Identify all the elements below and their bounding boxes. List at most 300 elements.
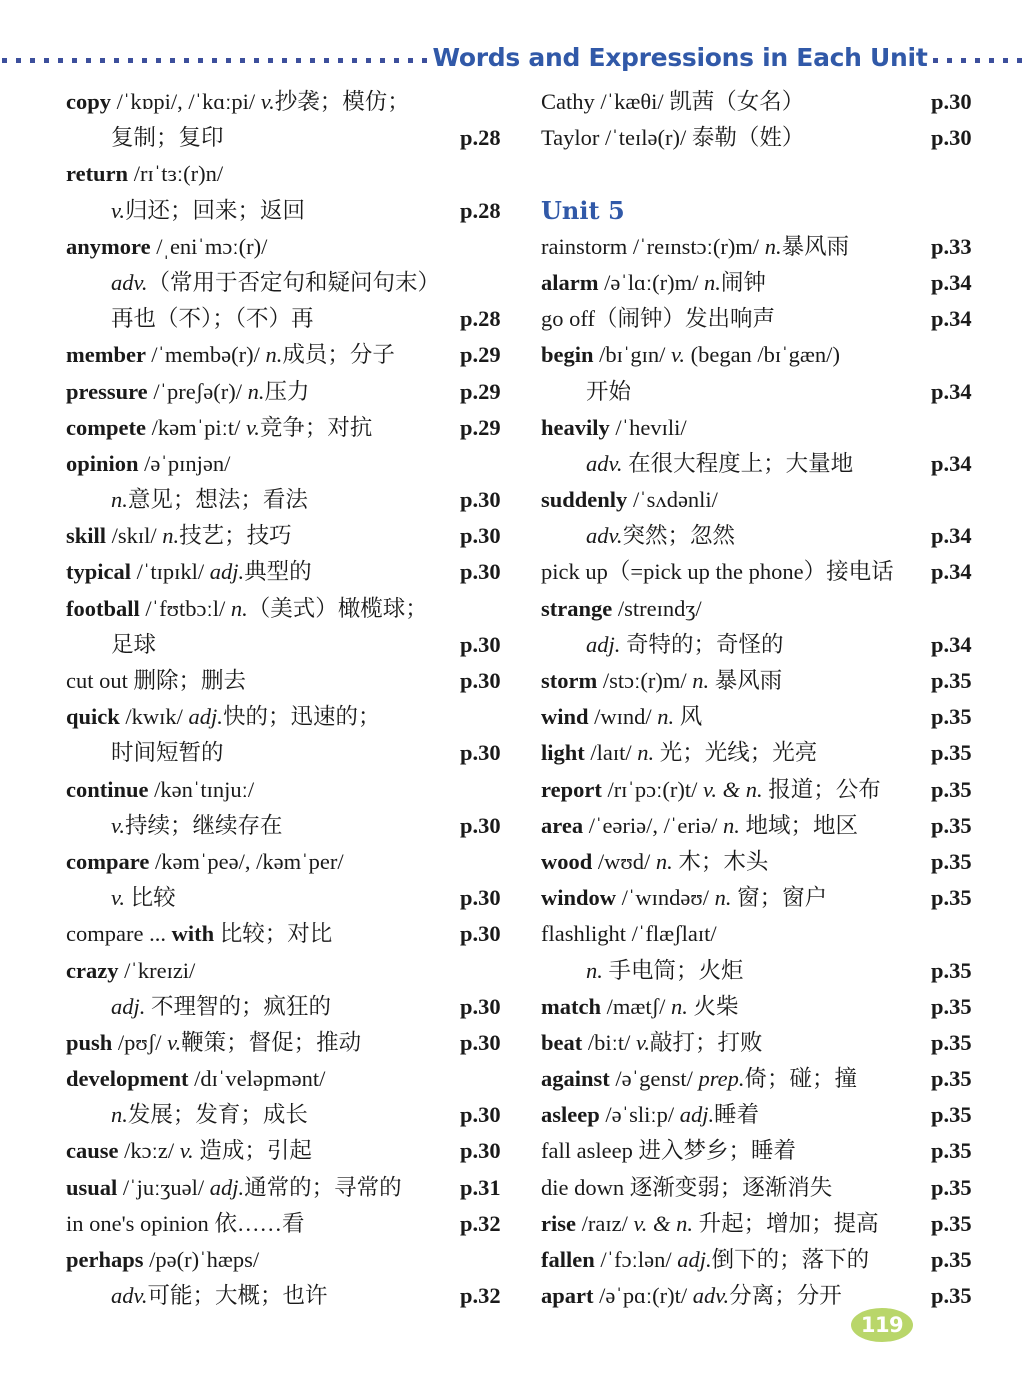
vocabulary-entry-line xyxy=(541,1133,993,1169)
entry-part-of-speech: adv. xyxy=(692,1283,730,1309)
entry-page-reference: p.35 xyxy=(931,812,972,838)
entry-phonetic: /ˈmembə(r)/ xyxy=(151,342,266,368)
entry-part-of-speech: adv. xyxy=(111,269,148,295)
entry-page-reference: p.30 xyxy=(460,1029,501,1055)
entry-headword: push xyxy=(66,1029,118,1055)
vocabulary-entry-line xyxy=(541,374,993,410)
entry-part-of-speech: n. xyxy=(111,487,128,513)
vocabulary-entry-line xyxy=(66,156,518,192)
vocabulary-entry-line xyxy=(66,772,518,808)
entry-headword: go off xyxy=(541,306,595,332)
entry-part-of-speech: v. & n. xyxy=(633,1210,694,1236)
entry-page-reference: p.30 xyxy=(460,1102,501,1128)
entry-page-reference: p.35 xyxy=(931,993,972,1019)
entry-definition: 技艺；技巧 xyxy=(179,523,292,549)
vocabulary-entry-line xyxy=(541,1025,993,1061)
vocabulary-entry-line xyxy=(541,808,993,844)
entry-definition: 不理智的；疯狂的 xyxy=(145,993,332,1019)
entry-phonetic: /əˈpɪnjən/ xyxy=(144,450,231,476)
entry-part-of-speech: adj. xyxy=(209,559,245,585)
entry-headword: wood xyxy=(541,848,598,874)
entry-page-reference: p.30 xyxy=(931,89,972,114)
header-dot xyxy=(338,58,343,63)
entry-definition: 可能；大概；也许 xyxy=(147,1283,328,1309)
header-dots-left xyxy=(0,40,427,74)
entry-headword: usual xyxy=(66,1174,123,1200)
page-header xyxy=(0,40,1024,74)
entry-headword: light xyxy=(541,740,591,766)
entry-part-of-speech: n. xyxy=(265,342,283,368)
page-title: Words and Expressions in Each Unit xyxy=(432,42,928,72)
header-dot xyxy=(282,58,287,63)
header-dot xyxy=(226,58,231,63)
entry-definition: 快的；迅速的； xyxy=(222,704,381,730)
entry-page-reference: p.28 xyxy=(460,197,501,223)
vocabulary-entry-line xyxy=(66,301,518,337)
entry-part-of-speech: prep. xyxy=(698,1066,745,1092)
vocabulary-entry-line xyxy=(66,1061,518,1097)
entry-definition: 奇特的；奇怪的 xyxy=(620,631,784,657)
entry-definition: 风 xyxy=(674,704,703,730)
entry-definition: 依……看 xyxy=(214,1210,305,1236)
entry-headword: strange xyxy=(541,595,618,621)
header-dot xyxy=(86,58,91,63)
vocabulary-entry-line xyxy=(541,301,993,337)
vocabulary-entry-line xyxy=(66,663,518,699)
entry-page-reference: p.35 xyxy=(931,1029,972,1055)
vocabulary-entry-line xyxy=(66,482,518,518)
vocabulary-entry-line xyxy=(66,193,518,229)
header-dot xyxy=(933,58,938,63)
header-dot xyxy=(72,58,77,63)
entry-phonetic: /ˈfɔːlən/ xyxy=(600,1247,678,1272)
entry-definition: 木；木头 xyxy=(672,848,769,874)
vocabulary-entry-line xyxy=(541,446,993,482)
entry-headword: suddenly xyxy=(541,487,633,513)
entry-page-reference: p.30 xyxy=(460,812,501,838)
entry-definition: 地域；地区 xyxy=(739,812,859,838)
header-dot xyxy=(947,58,952,63)
entry-page-reference: p.35 xyxy=(931,1102,972,1128)
entry-definition: 足球 xyxy=(111,631,157,657)
entry-headword: perhaps xyxy=(66,1247,150,1272)
entry-phonetic: /kɔːz/ xyxy=(124,1138,180,1164)
entry-phonetic: /ˈhevɪli/ xyxy=(615,414,687,440)
entry-headword: flashlight xyxy=(541,921,632,947)
entry-headword: cut out xyxy=(66,668,134,693)
entry-phonetic: /dɪˈveləpmənt/ xyxy=(194,1066,326,1092)
header-dot xyxy=(156,58,161,63)
entry-headword: football xyxy=(66,595,146,621)
entry-page-reference: p.34 xyxy=(931,269,972,295)
entry-definition: 泰勒（姓） xyxy=(691,125,805,151)
entry-definition: 逐渐变弱；逐渐消失 xyxy=(629,1174,833,1200)
entry-phonetic: /raɪz/ xyxy=(581,1210,634,1236)
entry-page-reference: p.32 xyxy=(460,1210,501,1236)
entry-headword: member xyxy=(66,342,152,368)
vocabulary-entry-line xyxy=(66,591,518,627)
header-dot xyxy=(16,58,21,63)
vocabulary-entry-line xyxy=(541,1278,993,1314)
entry-part-of-speech: adj. xyxy=(679,1102,715,1128)
entry-part-of-speech: v. xyxy=(245,414,260,440)
entry-page-reference: p.35 xyxy=(931,1138,972,1164)
entry-part-of-speech: adj. xyxy=(111,993,146,1019)
entry-headword: report xyxy=(541,776,608,802)
header-dot xyxy=(184,58,189,63)
entry-part-of-speech: v. xyxy=(167,1029,182,1055)
entry-headword: opinion xyxy=(66,450,145,476)
entry-definition: 报道；公布 xyxy=(762,776,881,802)
column-spacer xyxy=(541,156,993,192)
entry-phonetic: /stɔː(r)m/ xyxy=(602,668,693,693)
header-dot xyxy=(114,58,119,63)
entry-page-reference: p.28 xyxy=(460,125,501,151)
header-dot xyxy=(58,58,63,63)
entry-definition: 成员；分子 xyxy=(282,342,395,368)
entry-definition: 敲打；打败 xyxy=(649,1029,763,1055)
entry-part-of-speech: n. xyxy=(230,595,248,621)
entry-phonetic: /ˈwɪndəʊ/ xyxy=(621,885,715,911)
entry-headword: quick xyxy=(66,704,126,730)
entry-page-reference: p.30 xyxy=(460,921,501,947)
entry-page-reference: p.30 xyxy=(460,740,501,766)
header-dot xyxy=(128,58,133,63)
entry-part-of-speech: n. xyxy=(671,993,688,1019)
header-dot xyxy=(975,58,980,63)
entry-part-of-speech: n. xyxy=(586,957,603,983)
header-dot xyxy=(408,58,413,63)
vocabulary-entry-line xyxy=(66,880,518,916)
header-dot xyxy=(1017,58,1022,63)
vocabulary-entry-line xyxy=(541,1170,993,1206)
vocabulary-entry-line xyxy=(541,337,993,373)
entry-definition: 开始 xyxy=(586,378,632,404)
entry-part-of-speech: v. xyxy=(111,812,125,838)
entry-phonetic: /pə(r)ˈhæps/ xyxy=(149,1247,260,1272)
entry-definition: 竞争；对抗 xyxy=(259,414,373,440)
entry-page-reference: p.29 xyxy=(460,378,501,404)
vocabulary-entry-line xyxy=(541,880,993,916)
header-dot xyxy=(240,58,245,63)
entry-definition: 删除；删去 xyxy=(133,668,247,693)
entry-headword: beat xyxy=(541,1029,588,1055)
entry-headword: rainstorm xyxy=(541,233,633,259)
entry-headword: compete xyxy=(66,414,152,440)
vocabulary-entry-line xyxy=(66,337,518,373)
entry-headword: die down xyxy=(541,1174,630,1200)
entry-definition: 压力 xyxy=(264,378,310,404)
entry-part-of-speech: adv. xyxy=(586,523,623,549)
entry-definition: 再也（不）；（不）再 xyxy=(111,306,314,332)
entry-definition: 比较；对比 xyxy=(219,921,333,947)
entry-phonetic: /ˈreɪnstɔː(r)m/ xyxy=(632,233,765,259)
vocabulary-entry-line xyxy=(66,265,518,301)
entry-part-of-speech: n. xyxy=(111,1102,128,1128)
entry-page-reference: p.35 xyxy=(931,1066,972,1092)
entry-phonetic: /ˌeniˈmɔː(r)/ xyxy=(156,233,268,259)
header-dot xyxy=(989,58,994,63)
vocabulary-entry-line xyxy=(541,1097,993,1133)
vocabulary-entry-line xyxy=(66,1170,518,1206)
entry-headword: compare ... xyxy=(66,921,172,947)
entry-definition: 造成；引起 xyxy=(193,1138,312,1164)
entry-page-reference: p.34 xyxy=(931,631,972,657)
entry-phonetic: /rɪˈpɔː(r)t/ xyxy=(607,776,704,802)
vocabulary-entry-line xyxy=(66,627,518,663)
header-dot xyxy=(380,58,385,63)
entry-part-of-speech: n. xyxy=(655,848,673,874)
entry-phonetic: /əˈgenst/ xyxy=(615,1066,699,1092)
entry-phonetic: /streɪndʒ/ xyxy=(617,595,702,621)
header-dot xyxy=(100,58,105,63)
entry-definition: （常用于否定句和疑问句末） xyxy=(147,269,440,295)
vocabulary-entry-line xyxy=(541,518,993,554)
header-dot xyxy=(310,58,315,63)
entry-phonetic: /laɪt/ xyxy=(590,740,638,766)
vocabulary-entry-line xyxy=(66,1097,518,1133)
entry-phonetic: /əˈpɑː(r)t/ xyxy=(599,1283,693,1309)
entry-definition: （美式）橄榄球； xyxy=(247,595,428,621)
entry-page-reference: p.34 xyxy=(931,306,972,332)
vocabulary-entry-line xyxy=(66,953,518,989)
header-dot xyxy=(961,58,966,63)
entry-part-of-speech: n. xyxy=(723,812,740,838)
vocabulary-entry-line xyxy=(66,84,518,120)
entry-page-reference: p.30 xyxy=(460,1138,501,1164)
vocabulary-entry-line xyxy=(66,699,518,735)
vocabulary-entry-line xyxy=(541,120,993,156)
vocabulary-entry-line xyxy=(541,482,993,518)
entry-headword: wind xyxy=(541,704,595,730)
entry-phonetic: /mætʃ/ xyxy=(606,993,672,1019)
header-dot xyxy=(366,58,371,63)
entry-page-reference: p.35 xyxy=(931,957,972,983)
entry-definition: 暴风雨 xyxy=(781,233,850,259)
entry-part-of-speech: adj. xyxy=(209,1174,245,1200)
entry-part-of-speech: n. xyxy=(714,885,732,911)
vocabulary-entry-line xyxy=(66,1242,518,1278)
unit-heading: Unit 5 xyxy=(541,195,625,225)
entry-definition: 突然；忽然 xyxy=(622,523,735,549)
entry-headword: copy xyxy=(66,89,117,114)
entry-page-reference: p.35 xyxy=(931,885,972,911)
entry-part-of-speech: v. xyxy=(260,89,275,114)
entry-page-reference: p.35 xyxy=(931,848,972,874)
entry-page-reference: p.34 xyxy=(931,378,972,404)
vocabulary-entry-line xyxy=(66,989,518,1025)
entry-part-of-speech: n. xyxy=(162,523,180,549)
vocabulary-entry-line xyxy=(66,518,518,554)
entry-headword: compare xyxy=(66,848,155,874)
entry-part-of-speech: adv. xyxy=(586,450,623,476)
vocabulary-entry-line xyxy=(541,699,993,735)
vocabulary-entry-line xyxy=(541,410,993,446)
entry-phonetic: /ˈkreɪzi/ xyxy=(124,957,196,983)
entry-headword: development xyxy=(66,1066,195,1092)
entry-part-of-speech: v. xyxy=(671,342,685,368)
entry-phonetic: /ˈkɒpi/, /ˈkɑːpi/ xyxy=(116,89,261,114)
entry-page-reference: p.30 xyxy=(931,125,972,151)
entry-phonetic: /pʊʃ/ xyxy=(117,1029,168,1055)
entry-part-of-speech: v. xyxy=(111,197,125,223)
entry-phonetic: /kəmˈpiːt/ xyxy=(151,414,246,440)
vocabulary-entry-line xyxy=(66,446,518,482)
entry-headword: in one's opinion xyxy=(66,1210,215,1236)
entry-headword: Cathy xyxy=(541,89,601,114)
vocabulary-entry-line xyxy=(66,916,518,952)
entry-page-reference: p.32 xyxy=(460,1283,501,1309)
entry-phonetic: /kənˈtɪnjuː/ xyxy=(154,776,255,802)
entry-page-reference: p.30 xyxy=(460,523,501,549)
entry-page-reference: p.29 xyxy=(460,414,501,440)
entry-definition: 持续；继续存在 xyxy=(124,812,283,838)
entry-phonetic: /kwɪk/ xyxy=(125,704,189,730)
page-number-badge xyxy=(851,1308,913,1342)
entry-part-of-speech: n. xyxy=(637,740,655,766)
vocabulary-entry-line xyxy=(541,84,993,120)
vocabulary-entry-line xyxy=(66,410,518,446)
vocabulary-entry-line xyxy=(66,374,518,410)
entry-headword: against xyxy=(541,1066,616,1092)
entry-definition: 光；光线；光亮 xyxy=(654,740,818,766)
entry-headword: with xyxy=(171,921,220,947)
entry-part-of-speech: n. xyxy=(703,269,721,295)
vocabulary-entry-line xyxy=(541,989,993,1025)
entry-definition: 时间短暂的 xyxy=(111,740,224,766)
header-dot xyxy=(170,58,175,63)
entry-page-reference: p.29 xyxy=(460,342,501,368)
header-dot xyxy=(394,58,399,63)
entry-page-reference: p.34 xyxy=(931,559,972,585)
entry-phonetic: /ˈkæθi/ xyxy=(600,89,670,114)
entry-definition: 发展；发育；成长 xyxy=(127,1102,308,1128)
entry-part-of-speech: n. xyxy=(657,704,675,730)
vocabulary-entry-line xyxy=(541,229,993,265)
entry-page-reference: p.34 xyxy=(931,523,972,549)
entry-definition: 手电筒；火炬 xyxy=(602,957,744,983)
vocabulary-entry-line xyxy=(66,229,518,265)
header-dot xyxy=(352,58,357,63)
vocabulary-entry-line xyxy=(66,554,518,590)
vocabulary-column-left xyxy=(66,84,518,1314)
entry-page-reference: p.35 xyxy=(931,668,972,693)
entry-phonetic: /wɪnd/ xyxy=(594,704,658,730)
entry-page-reference: p.31 xyxy=(460,1174,501,1200)
entry-phonetic: /bɪˈgɪn/ xyxy=(599,342,672,368)
entry-headword: apart xyxy=(541,1283,600,1309)
entry-page-reference: p.30 xyxy=(460,559,501,585)
entry-headword: heavily xyxy=(541,414,616,440)
entry-headword: asleep xyxy=(541,1102,606,1128)
entry-page-reference: p.35 xyxy=(931,776,972,802)
entry-definition: 抄袭；模仿； xyxy=(274,89,410,114)
vocabulary-entry-line xyxy=(66,1025,518,1061)
entry-part-of-speech: adv. xyxy=(111,1283,148,1309)
entry-part-of-speech: n. xyxy=(692,668,710,693)
entry-definition: 倚；碰；撞 xyxy=(744,1066,858,1092)
entry-part-of-speech: v. & n. xyxy=(703,776,763,802)
entry-definition: 闹钟 xyxy=(720,269,766,295)
vocabulary-entry-line xyxy=(541,1242,993,1278)
header-dot xyxy=(142,58,147,63)
entry-definition: 倒下的；落下的 xyxy=(711,1247,870,1272)
entry-headword: alarm xyxy=(541,269,605,295)
entry-definition: 比较 xyxy=(124,885,176,911)
entry-headword: fall asleep xyxy=(541,1138,639,1164)
entry-definition: 进入梦乡；睡着 xyxy=(638,1138,796,1164)
entry-definition: （=pick up the phone）接电话 xyxy=(607,559,894,585)
entry-headword: Taylor xyxy=(541,125,606,151)
entry-page-reference: p.30 xyxy=(460,885,501,911)
header-dot xyxy=(2,58,7,63)
header-dot xyxy=(30,58,35,63)
entry-headword: fallen xyxy=(541,1247,601,1272)
vocabulary-entry-line xyxy=(541,663,993,699)
entry-headword: crazy xyxy=(66,957,125,983)
vocabulary-entry-line xyxy=(66,1133,518,1169)
header-dot xyxy=(254,58,259,63)
entry-headword: pick up xyxy=(541,559,608,585)
entry-page-reference: p.30 xyxy=(460,993,501,1019)
vocabulary-entry-line xyxy=(541,591,993,627)
entry-definition: 分离；分开 xyxy=(729,1283,842,1309)
entry-headword: typical xyxy=(66,559,137,585)
entry-definition: 凯茜（女名） xyxy=(669,89,805,114)
entry-definition: 鞭策；督促；推动 xyxy=(181,1029,362,1055)
entry-headword: anymore xyxy=(66,233,157,259)
header-dot xyxy=(422,58,427,63)
entry-part-of-speech: adj. xyxy=(188,704,223,730)
header-dot xyxy=(1003,58,1008,63)
entry-headword: area xyxy=(541,812,589,838)
entry-definition: 意见；想法；看法 xyxy=(127,487,308,513)
vocabulary-entry-line xyxy=(541,265,993,301)
entry-phonetic: (began /bɪˈgæn/) xyxy=(684,342,840,368)
entry-page-reference: p.30 xyxy=(460,668,501,693)
vocabulary-entry-line xyxy=(66,808,518,844)
entry-part-of-speech: adj. xyxy=(586,631,621,657)
entry-definition: 暴风雨 xyxy=(709,668,783,693)
entry-headword: return xyxy=(66,161,134,187)
entry-phonetic: /ˈteɪlə(r)/ xyxy=(605,125,692,151)
header-dots-right xyxy=(933,40,1024,74)
entry-definition: 典型的 xyxy=(244,559,312,585)
entry-page-reference: p.34 xyxy=(931,450,972,476)
entry-phonetic: /ˈfʊtbɔːl/ xyxy=(145,595,231,621)
entry-page-reference: p.35 xyxy=(931,704,972,730)
header-dot xyxy=(44,58,49,63)
vocabulary-entry-line xyxy=(66,735,518,771)
entry-headword: skill xyxy=(66,523,112,549)
entry-headword: cause xyxy=(66,1138,125,1164)
entry-page-reference: p.30 xyxy=(460,487,501,513)
entry-part-of-speech: n. xyxy=(764,233,782,259)
entry-page-reference: p.28 xyxy=(460,306,501,332)
entry-page-reference: p.30 xyxy=(460,631,501,657)
vocabulary-entry-line xyxy=(541,627,993,663)
vocabulary-entry-line xyxy=(541,916,993,952)
entry-definition: 睡着 xyxy=(714,1102,760,1128)
entry-part-of-speech: v. xyxy=(179,1138,194,1164)
entry-phonetic: /ˈflæʃlaɪt/ xyxy=(631,921,717,947)
entry-headword: rise xyxy=(541,1210,582,1236)
entry-phonetic: /wʊd/ xyxy=(597,848,656,874)
entry-phonetic: /skɪl/ xyxy=(111,523,163,549)
entry-page-reference: p.35 xyxy=(931,1210,972,1236)
entry-part-of-speech: n. xyxy=(247,378,265,404)
entry-definition: 归还；回来；返回 xyxy=(124,197,305,223)
